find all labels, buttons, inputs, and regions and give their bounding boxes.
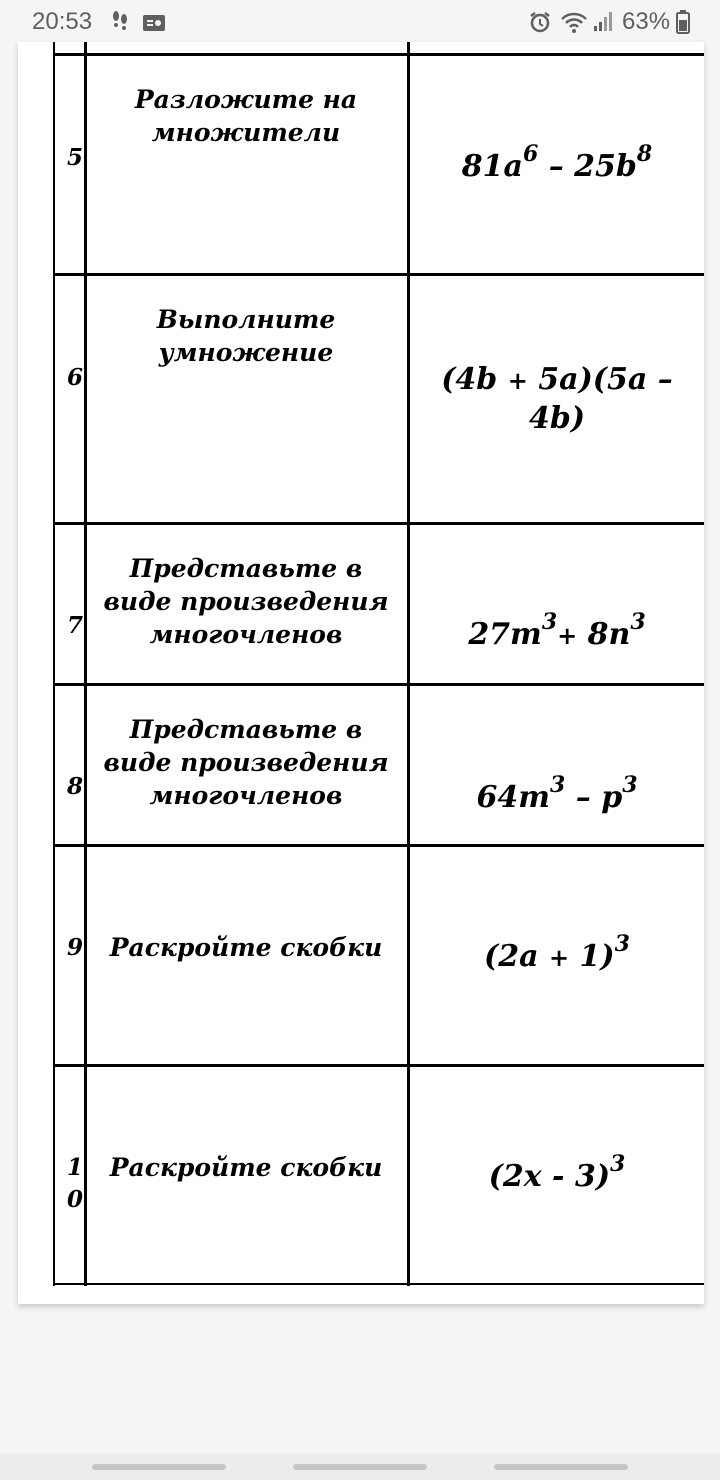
math-expression: $64m^3 - p^3$ bbox=[476, 772, 638, 815]
battery-percent: 63% bbox=[622, 8, 671, 35]
table-row-border bbox=[53, 683, 704, 686]
math-expression: $81a^6 - 25b^8$ bbox=[461, 141, 653, 184]
task-text: Представьте в виде произведения многочленов bbox=[103, 554, 389, 649]
task-text: Раскройте скобки bbox=[109, 933, 383, 962]
task-text: Разложите на множители bbox=[134, 85, 358, 147]
table-border-left bbox=[53, 42, 55, 1286]
radio-icon bbox=[142, 10, 166, 39]
recent-apps-button[interactable] bbox=[92, 1464, 226, 1470]
table-row-border bbox=[53, 273, 704, 276]
alarm-icon bbox=[528, 10, 552, 41]
footsteps-icon bbox=[110, 10, 130, 39]
row-number: 8 bbox=[67, 773, 84, 800]
battery-icon bbox=[676, 10, 690, 41]
row-number: 9 bbox=[67, 934, 84, 961]
table-row-border bbox=[53, 844, 704, 847]
status-bar bbox=[0, 0, 720, 44]
row-number: 7 bbox=[67, 612, 84, 639]
wifi-icon bbox=[560, 10, 588, 41]
row-number: 5 bbox=[67, 144, 84, 171]
document-page[interactable] bbox=[18, 42, 704, 1304]
row-number: 1 0 bbox=[67, 1154, 84, 1213]
table-row-border bbox=[53, 53, 704, 56]
status-time: 20:53 bbox=[32, 8, 93, 35]
table-row-border bbox=[53, 522, 704, 525]
home-button[interactable] bbox=[293, 1464, 427, 1470]
task-text: Выполните умножение bbox=[156, 305, 336, 367]
table-bottom-border bbox=[53, 1283, 704, 1285]
table-border-col2 bbox=[407, 42, 410, 1286]
task-text: Представьте в виде произведения многочленов bbox=[103, 715, 389, 810]
table-row-border bbox=[53, 1064, 704, 1067]
math-expression: (4b + 5a)(5a – 4b) bbox=[441, 362, 673, 436]
back-button[interactable] bbox=[494, 1464, 628, 1470]
math-expression: $27m^3+ 8n^3$ bbox=[468, 609, 646, 652]
row-number: 6 bbox=[67, 364, 84, 391]
navigation-bar bbox=[0, 1454, 720, 1480]
task-text: Раскройте скобки bbox=[109, 1153, 383, 1182]
signal-icon bbox=[592, 10, 614, 39]
math-expression: $(2a + 1)^3$ bbox=[484, 931, 630, 974]
math-expression: (2x - 3)$^3$ bbox=[488, 1151, 626, 1194]
table-border-col1 bbox=[84, 42, 87, 1286]
